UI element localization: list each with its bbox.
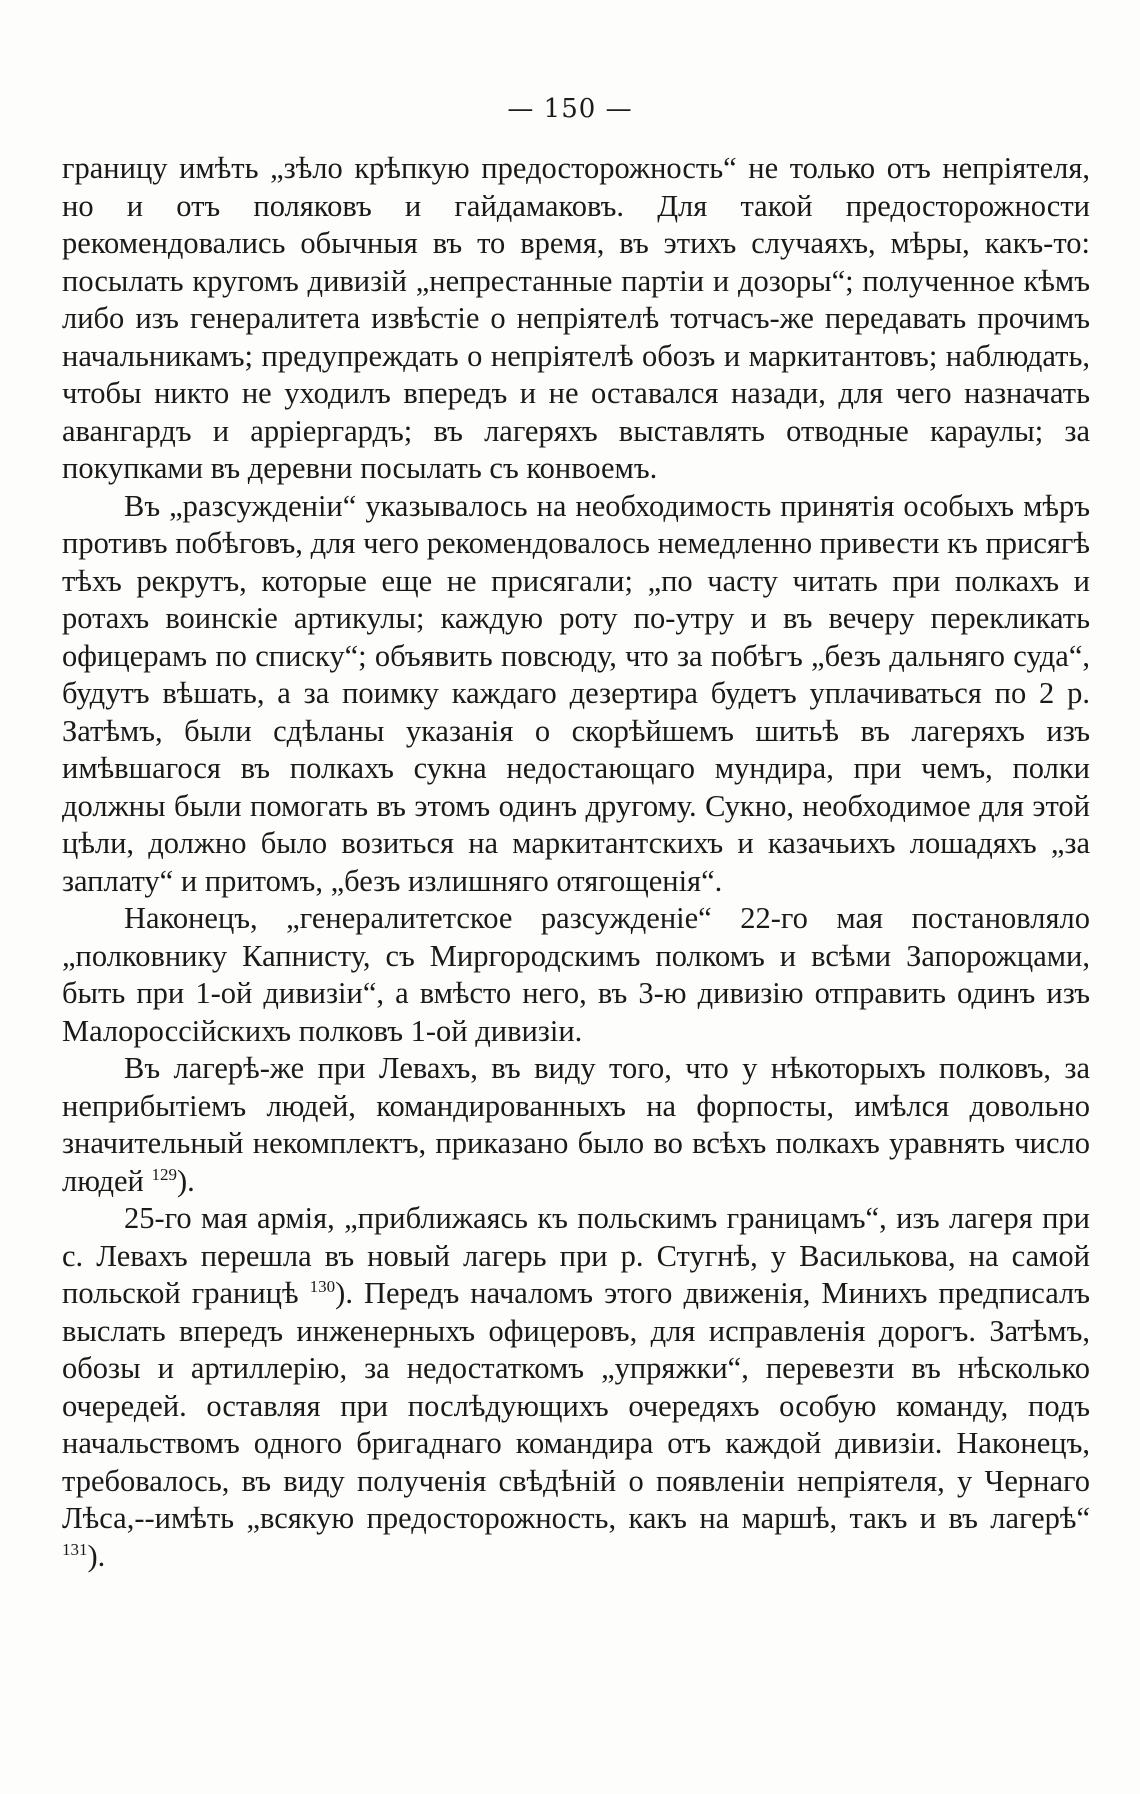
paragraph-3-text: Наконецъ, „генералитетское разсужденіе“ 22-го мая постановляло „полковнику Капнисту, съ Миргородскимъ полкомъ и всѣми Запорожцами, быть при 1-ой дивизіи“, а вмѣсто него, въ 3-ю дивизію отправить одинъ изъ Малороссійскихъ полковъ 1-ой дивизіи. <box>62 901 1090 1048</box>
paragraph-5-text: 25-го мая армія, „приближаясь къ польскимъ границамъ“, изъ лагеря при с. Левахъ перешла въ новый лагерь при р. Стугнѣ, у Василькова, на самой польской границѣ <box>62 1201 1090 1310</box>
paragraph-1 <box>62 150 1090 488</box>
paragraph-4 <box>62 1050 1090 1200</box>
paragraph-2 <box>62 488 1090 901</box>
paragraph-2-text: Въ „разсужденіи“ указывалось на необходимость принятія особыхъ мѣръ противъ побѣговъ, для чего рекомендовалось немедленно привести къ присягѣ тѣхъ рекрутъ, которые еще не присягали; „по часту читать при полкахъ и ротахъ воинскіе артикулы; каждую роту по-утру и въ вечеру перекликать офицерамъ по списку“; объявить повсюду, что за побѣгъ „безъ дальняго суда“, будутъ вѣшать, а за поимку каждаго дезертира будетъ уплачиваться по 2 р. Затѣмъ, были сдѣланы указанія о скорѣйшемъ шитьѣ въ лагеряхъ изъ имѣвшагося въ полкахъ сукна недостающаго мундира, при чемъ, полки должны были помогать въ этомъ одинъ другому. Сукно, необходимое для этой цѣли, должно было возиться на маркитантскихъ и казачьихъ лошадяхъ „за заплату“ и притомъ, „безъ излишняго отягощенія“. <box>62 488 1090 898</box>
paragraph-4-tail: ). <box>176 1163 195 1198</box>
paragraph-5-tail-2: ). <box>87 1538 106 1573</box>
paragraph-4-text: Въ лагерѣ-же при Левахъ, въ виду того, что у нѣкоторыхъ полковъ, за неприбытіемъ людей, командированныхъ на форпосты, имѣлся довольно значительный некомплектъ, приказано было во всѣхъ полкахъ уравнять число людей <box>62 1051 1090 1198</box>
paragraph-5-tail: ). Передъ началомъ этого движенія, Минихъ предписалъ выслать впередъ инженерныхъ офицеровъ, для исправленія дорогъ. Затѣмъ, обозы и артиллерію, за недостаткомъ „упряжки“, перевезти въ нѣсколько очередей. оставляя при послѣдующихъ очередяхъ особую команду, подъ начальствомъ одного бригаднаго командира отъ каждой дивизіи. Наконецъ, требовалось, въ виду полученія свѣдѣній о появленіи непріятеля, у Чернаго Лѣса,--имѣть „всякую предосторожность, какъ на маршѣ, такъ и въ лагерѣ“ <box>62 1276 1090 1535</box>
body-text <box>62 150 1090 1575</box>
paragraph-3 <box>62 900 1090 1050</box>
footnote-ref-131: 131 <box>62 1539 88 1559</box>
footnote-ref-130: 130 <box>309 1276 336 1296</box>
paragraph-1-text: границу имѣть „зѣло крѣпкую предосторожность“ не только отъ непріятеля, но и отъ поляковъ и гайдамаковъ. Для такой предосторожности рекомендовались обычныя въ то время, въ этихъ случаяхъ, мѣры, какъ-то: посылать кругомъ дивизій „непрестанные партіи и дозоры“; полученное кѣмъ либо изъ генералитета извѣстіе о непріятелѣ тотчасъ-же передавать прочимъ начальникамъ; предупреждать о непріятелѣ обозъ и маркитантовъ; наблюдать, чтобы никто не уходилъ впередъ и не оставался назади, для чего назначать авангардъ и арріергардъ; въ лагеряхъ выставлять отводные караулы; за покупками въ деревни посылать съ конвоемъ. <box>62 151 1090 485</box>
page-number: — 150 — <box>507 94 633 124</box>
paragraph-5 <box>62 1200 1090 1575</box>
footnote-ref-129: 129 <box>151 1164 177 1184</box>
